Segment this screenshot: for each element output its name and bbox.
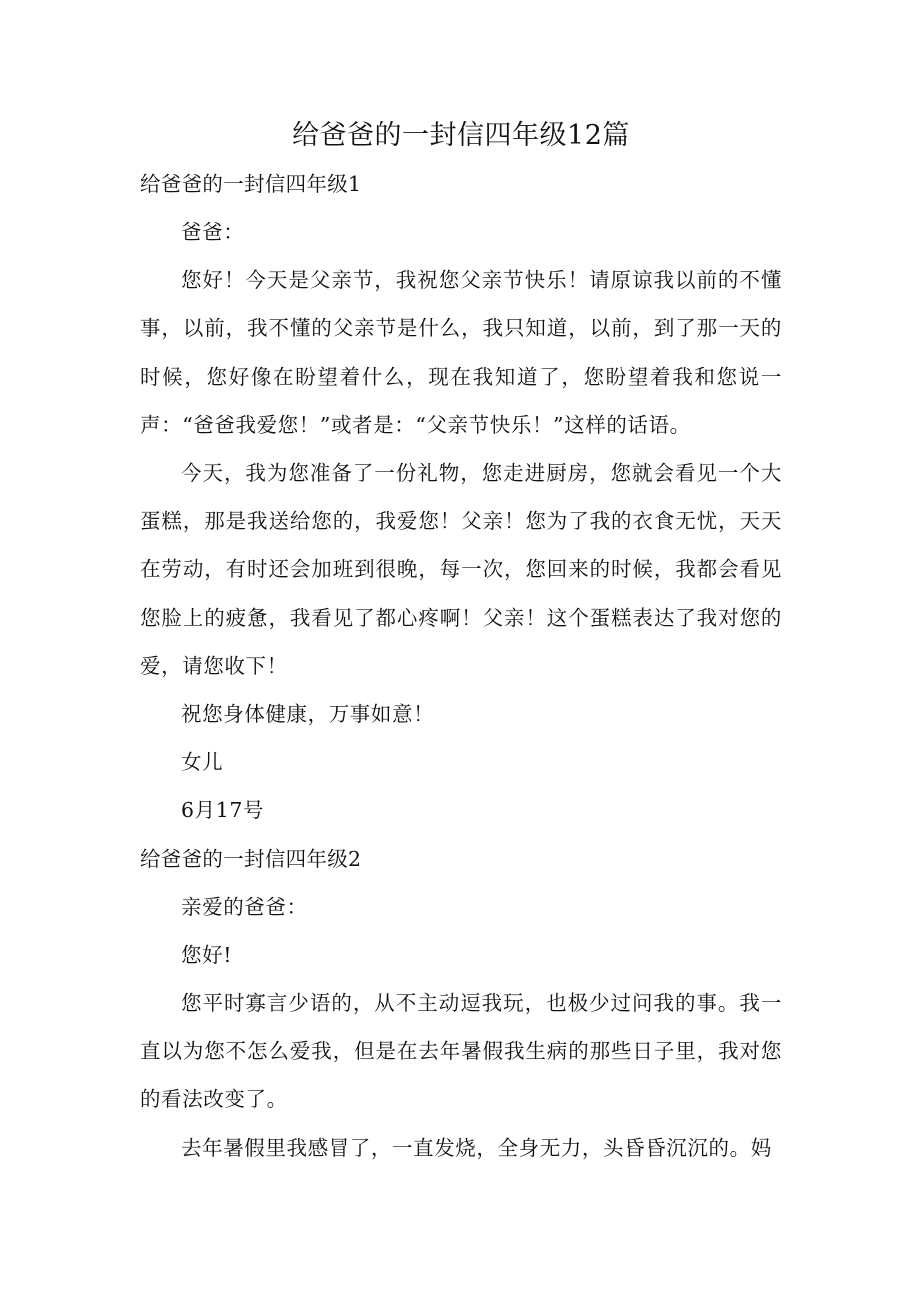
letter-1-salutation: 爸爸： [181, 220, 245, 244]
document-body [140, 112, 782, 1172]
letter-1-paragraph-2: 今天，我为您准备了一份礼物，您走进厨房，您就会看见一个大蛋糕，那是我送给您的，我爱您！父亲！您为了我的衣食无忧，天天在劳动，有时还会加班到很晚，每一次，您回来的时候，我都会看见您脸上的疲惫，我看见了都心疼啊！父亲！这个蛋糕表达了我对您的爱，请您收下！ [140, 461, 782, 678]
letter-1-signature: 女儿 [181, 750, 224, 775]
letter-2-heading: 给爸爸的一封信四年级2 [140, 846, 362, 871]
letter-2-paragraph-2: 去年暑假里我感冒了，一直发烧，全身无力，头昏昏沉沉的。妈 [181, 1135, 772, 1160]
document-title: 给爸爸的一封信四年级12篇 [292, 120, 630, 151]
letter-2-paragraph-1: 您平时寡言少语的，从不主动逗我玩，也极少过问我的事。我一直以为您不怎么爱我，但是在去年暑假我生病的那些日子里，我对您的看法改变了。 [140, 991, 782, 1112]
letter-2-salutation: 亲爱的爸爸： [181, 894, 308, 919]
letter-1-date: 6月17号 [181, 798, 265, 823]
letter-1-paragraph-1: 您好！今天是父亲节，我祝您父亲节快乐！请原谅我以前的不懂事，以前，我不懂的父亲节是什么，我只知道，以前，到了那一天的时候，您好像在盼望着什么，现在我知道了，您盼望着我和您说一声：“爸爸我爱您！”或者是：“父亲节快乐！”这样的话语。 [140, 268, 782, 437]
letter-2-greeting: 您好! [181, 942, 233, 967]
letter-1-heading: 给爸爸的一封信四年级1 [140, 172, 362, 196]
letter-1-closing: 祝您身体健康，万事如意！ [181, 702, 435, 727]
